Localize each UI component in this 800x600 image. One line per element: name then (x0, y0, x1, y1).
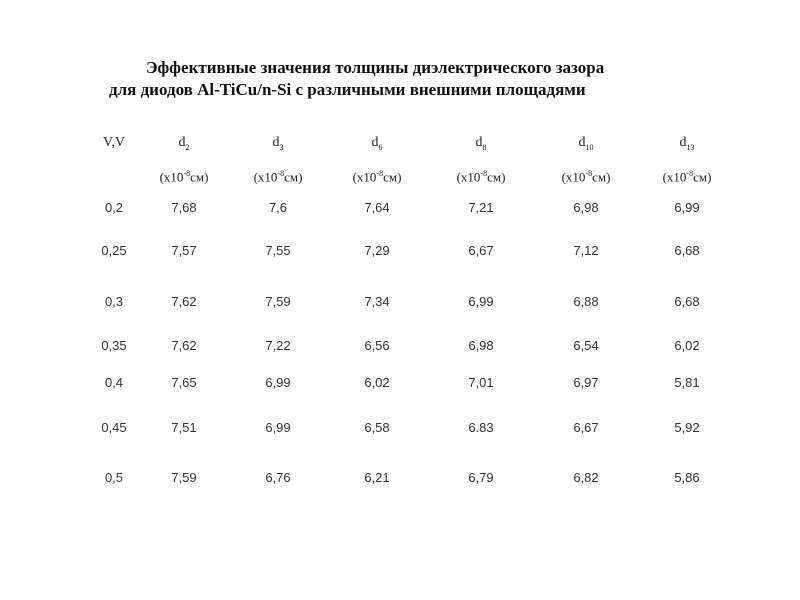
column-header-symbol-text: d (578, 135, 586, 150)
voltage-cell: 0,25 (101, 243, 127, 258)
column-header (642, 130, 732, 190)
table-cell: 7,55 (265, 243, 291, 258)
table-cell: 6,79 (468, 470, 494, 485)
table-cell: 5,92 (674, 420, 700, 435)
table-cell: 6,02 (674, 338, 700, 353)
unit-prefix: (x10 (253, 169, 278, 185)
table-cell: 7,51 (171, 420, 197, 435)
table-cell: 6,99 (265, 375, 291, 390)
unit-exponent: -8 (686, 168, 694, 178)
table-cell: 6,99 (674, 200, 700, 215)
unit-exponent: -8 (183, 168, 191, 178)
table-cell: 6,99 (265, 420, 291, 435)
table-cell: 6,98 (573, 200, 599, 215)
column-header-unit (139, 161, 229, 190)
table-cell: 7,59 (265, 294, 291, 309)
column-header-subscript: 8 (482, 142, 487, 152)
table-cell: 7,29 (364, 243, 390, 258)
voltage-cell: 0,3 (104, 294, 124, 309)
unit-prefix: (x10 (456, 169, 481, 185)
unit-prefix: (x10 (159, 169, 184, 185)
unit-exponent: -8 (585, 168, 593, 178)
unit-suffix: см) (592, 169, 611, 185)
table-cell: 5,86 (674, 470, 700, 485)
unit-exponent: -8 (480, 168, 488, 178)
table-cell: 7,62 (171, 294, 197, 309)
column-header-symbol-text: d (475, 135, 483, 150)
unit-suffix: см) (383, 169, 402, 185)
table-cell: 6,88 (573, 294, 599, 309)
table-cell: 7,65 (171, 375, 197, 390)
table-cell: 6,82 (573, 470, 599, 485)
column-header-symbol (139, 130, 229, 161)
table-cell: 6,02 (364, 375, 390, 390)
table-cell: 7,62 (171, 338, 197, 353)
table-cell: 6,56 (364, 338, 390, 353)
unit-suffix: см) (284, 169, 303, 185)
table-cell: 6,58 (364, 420, 390, 435)
voltage-cell: 0,35 (101, 338, 127, 353)
table-cell: 7,22 (265, 338, 291, 353)
column-header-symbol-text: d (371, 135, 379, 150)
table-cell: 6,21 (364, 470, 390, 485)
column-header-subscript: 13 (686, 142, 695, 152)
column-header-subscript: 3 (279, 142, 284, 152)
title-line-1: Эффективные значения толщины диэлектрического зазора (146, 58, 605, 77)
column-header-unit (541, 161, 631, 190)
column-header (436, 130, 526, 190)
table-cell: 6,98 (468, 338, 494, 353)
voltage-cell: 0,2 (104, 200, 124, 215)
column-header (139, 130, 229, 190)
column-header-subscript: 10 (585, 142, 594, 152)
table-cell: 7,34 (364, 294, 390, 309)
title-line-2: для диодов Al-TiCu/n-Si с различными внешними площадями (109, 80, 586, 99)
table-cell: 6,68 (674, 243, 700, 258)
table-cell: 6,97 (573, 375, 599, 390)
table-cell: 6.83 (468, 420, 494, 435)
unit-suffix: см) (693, 169, 712, 185)
column-header-unit (436, 161, 526, 190)
table-cell: 6,54 (573, 338, 599, 353)
unit-suffix: см) (190, 169, 209, 185)
voltage-cell: 0,5 (104, 470, 124, 485)
column-header-symbol (436, 130, 526, 161)
table-cell: 7,64 (364, 200, 390, 215)
unit-exponent: -8 (277, 168, 285, 178)
column-header (332, 130, 422, 190)
table-cell: 7,59 (171, 470, 197, 485)
column-header-unit (233, 161, 323, 190)
table-cell: 7,21 (468, 200, 494, 215)
column-header-subscript: 6 (378, 142, 383, 152)
unit-prefix: (x10 (352, 169, 377, 185)
column-header-unit (332, 161, 422, 190)
column-header-symbol (541, 130, 631, 161)
column-header-symbol-text: d (178, 135, 186, 150)
column-header-symbol (233, 130, 323, 161)
table-cell: 6,67 (468, 243, 494, 258)
table-cell: 6,76 (265, 470, 291, 485)
column-header-symbol-text: d (679, 135, 687, 150)
column-header-symbol-text: d (272, 135, 280, 150)
voltage-cell: 0,4 (104, 375, 124, 390)
column-header-unit (642, 161, 732, 190)
column-header-subscript: 2 (185, 142, 190, 152)
column-header-symbol (332, 130, 422, 161)
table-cell: 7,01 (468, 375, 494, 390)
column-header (541, 130, 631, 190)
voltage-cell: 0,45 (101, 420, 127, 435)
table-cell: 7,12 (573, 243, 599, 258)
unit-prefix: (x10 (561, 169, 586, 185)
table-cell: 5,81 (674, 375, 700, 390)
unit-suffix: см) (487, 169, 506, 185)
table-cell: 6,99 (468, 294, 494, 309)
table-cell: 7,6 (268, 200, 288, 215)
column-header-symbol (642, 130, 732, 161)
unit-exponent: -8 (376, 168, 384, 178)
table-cell: 7,57 (171, 243, 197, 258)
table-cell: 7,68 (171, 200, 197, 215)
unit-prefix: (x10 (662, 169, 687, 185)
column-header (233, 130, 323, 190)
table-cell: 6,68 (674, 294, 700, 309)
column-header-symbol-text: V,V (103, 135, 125, 150)
table-cell: 6,67 (573, 420, 599, 435)
